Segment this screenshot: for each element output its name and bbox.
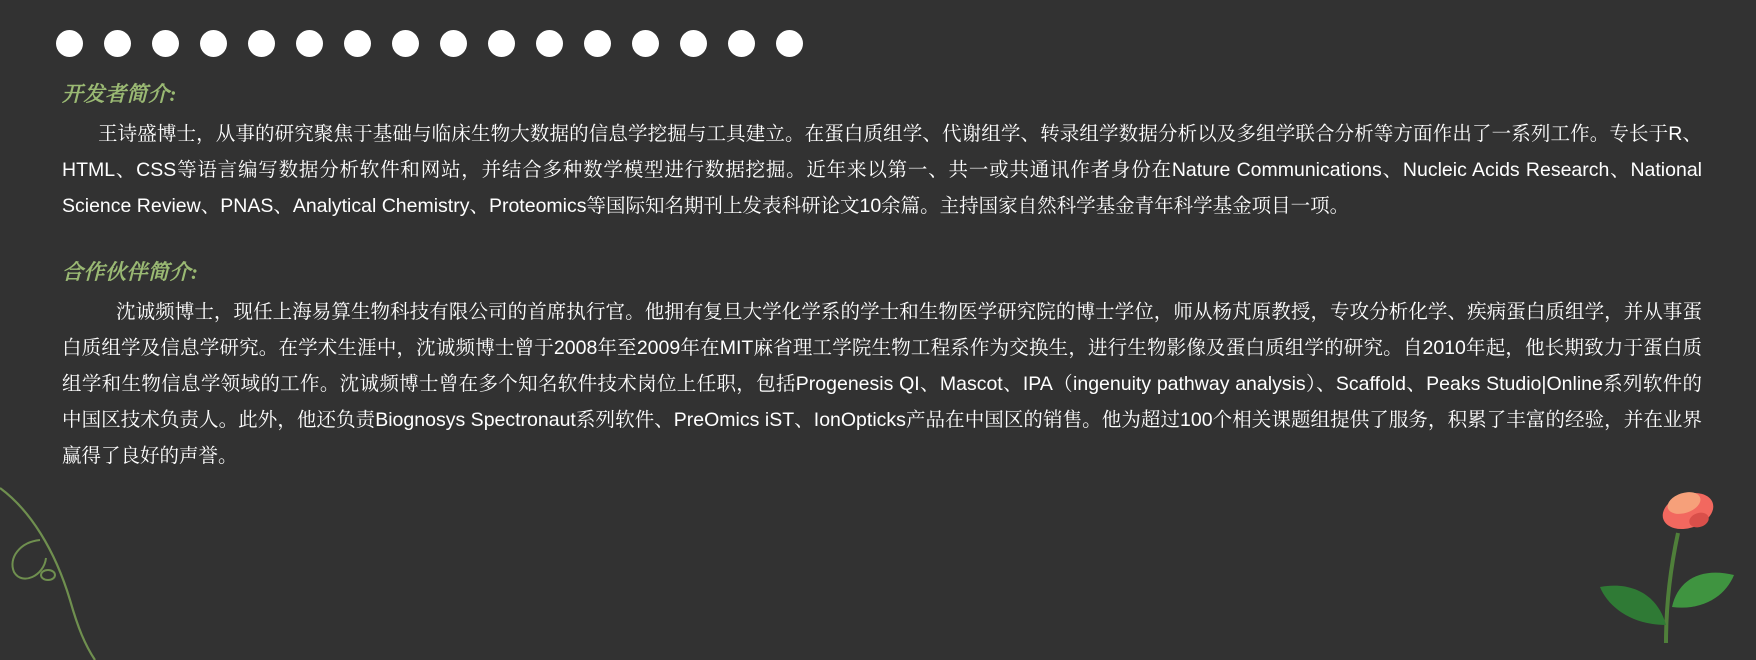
dot-icon — [680, 30, 707, 57]
developer-intro-title: 开发者简介: — [62, 82, 177, 106]
dot-icon — [488, 30, 515, 57]
dot-icon — [728, 30, 755, 57]
dot-icon — [296, 30, 323, 57]
vine-decoration-icon — [0, 480, 120, 660]
dot-icon — [56, 30, 83, 57]
partner-intro-title: 合作伙伴简介: — [62, 260, 199, 284]
dot-icon — [200, 30, 227, 57]
dot-icon — [392, 30, 419, 57]
dot-icon — [632, 30, 659, 57]
decorative-dot-row — [56, 30, 803, 57]
dot-icon — [248, 30, 275, 57]
dot-icon — [440, 30, 467, 57]
content-area — [62, 78, 1702, 474]
dot-icon — [536, 30, 563, 57]
dot-icon — [584, 30, 611, 57]
dot-icon — [152, 30, 179, 57]
dot-icon — [104, 30, 131, 57]
developer-intro-body: 王诗盛博士，从事的研究聚焦于基础与临床生物大数据的信息学挖掘与工具建立。在蛋白质组学、代谢组学、转录组学数据分析以及多组学联合分析等方面作出了一系列工作。专长于R、HTML、CSS等语言编写数据分析软件和网站，并结合多种数学模型进行数据挖掘。近年来以第一、共一或共通讯作者身份在Nature Communications、Nucleic Acids Research、National Science Review、PNAS、Analytical Chemistry、Proteomics等国际知名期刊上发表科研论文10余篇。主持国家自然科学基金青年科学基金项目一项。 — [62, 123, 1702, 217]
partner-intro-body: 沈诚频博士，现任上海易算生物科技有限公司的首席执行官。他拥有复旦大学化学系的学士和生物医学研究院的博士学位，师从杨芃原教授，专攻分析化学、疾病蛋白质组学，并从事蛋白质组学及信息学研究。在学术生涯中，沈诚频博士曾于2008年至2009年在MIT麻省理工学院生物工程系作为交换生，进行生物影像及蛋白质组学的研究。自2010年起，他长期致力于蛋白质组学和生物信息学领域的工作。沈诚频博士曾在多个知名软件技术岗位上任职，包括Progenesis QI、Mascot、IPA（ingenuity pathway analysis）、Scaffold、Peaks Studio|Online系列软件的中国区技术负责人。此外，他还负责Biognosys Spectronaut系列软件、PreOmics iST、IonOpticks产品在中国区的销售。他为超过100个相关课题组提供了服务，积累了丰富的经验，并在业界赢得了良好的声誉。 — [62, 301, 1702, 467]
flower-decoration-icon — [1592, 475, 1742, 660]
dot-icon — [776, 30, 803, 57]
dot-icon — [344, 30, 371, 57]
